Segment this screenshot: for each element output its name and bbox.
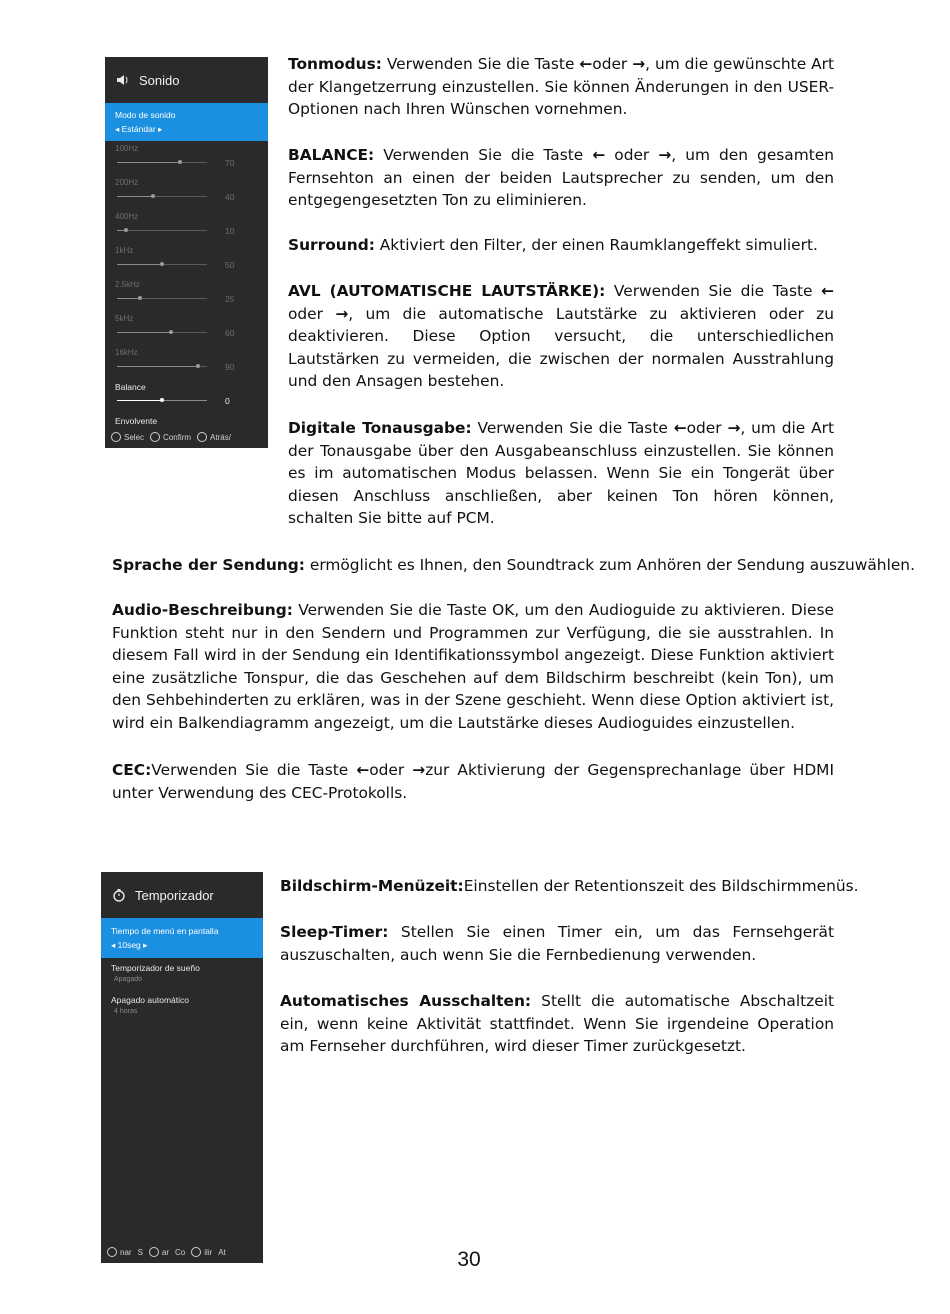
eq-band-row (105, 277, 268, 311)
balance-paragraph: BALANCE: Verwenden Sie die Taste ← oder →, um den gesamten Fernsehton an einen der beiden Lautsprecher zu senden, um den entgegengesetzten Ton zu eliminieren. (288, 146, 834, 210)
ok-icon (150, 432, 160, 442)
menu-time-paragraph: Bildschirm-Menüzeit:Einstellen der Retentionszeit des Bildschirmmenüs. (280, 877, 859, 895)
dpad-icon (111, 432, 121, 442)
eq-band-knob (196, 364, 200, 368)
eq-band-fill (117, 162, 180, 163)
audio-description-heading: Audio-Beschreibung: (112, 601, 293, 619)
menu-time-heading: Bildschirm-Menüzeit: (280, 877, 464, 895)
eq-band-row (105, 345, 268, 379)
eq-band-row (105, 175, 268, 209)
sleep-timer-item (101, 958, 263, 990)
arrow-right-icon: → (412, 761, 426, 779)
arrow-left-icon: ← (821, 282, 835, 300)
eq-band-label: 400Hz (115, 212, 139, 221)
eq-band-value: 60 (225, 328, 235, 338)
stopwatch-icon (111, 887, 127, 903)
eq-band-knob (151, 194, 155, 198)
auto-off-paragraph: Automatisches Ausschalten: Stellt die automatische Abschaltzeit ein, wenn keine Aktivität stattfindet. Wenn Sie irgendeine Operation am Fernseher durchführen, wird dieser Timer zurückgesetzt. (280, 992, 835, 1056)
sound-mode-value: ◂ Estándar ▸ (115, 124, 163, 134)
page-number: 30 (457, 1248, 481, 1271)
eq-band-row (105, 209, 268, 243)
eq-band-value: 50 (225, 260, 235, 270)
eq-band-slider (117, 366, 207, 367)
eq-band-fill (117, 332, 171, 333)
timer-menu-header (101, 872, 263, 918)
balance-row (105, 379, 268, 413)
timer-menu-screenshot (101, 872, 263, 1263)
auto-off-item (101, 990, 263, 1022)
eq-band-slider (117, 196, 207, 197)
balance-heading: BALANCE: (288, 146, 375, 164)
sprache-heading: Sprache der Sendung: (112, 556, 305, 574)
menu-time-value: ◂ 10seg ▸ (111, 940, 148, 950)
select-hint: nar (107, 1247, 132, 1257)
eq-band-value: 90 (225, 362, 235, 372)
digital-output-paragraph: Digitale Tonausgabe: Verwenden Sie die Taste ←oder →, um die Art der Tonausgabe über den Ausgabeanschluss einzustellen. Sie können es im automatischen Modus belassen. Wenn Sie ein Tongerät über diesen Anschluss anschließen, aber keinen Ton hören können, schalten Sie bitte auf PCM. (288, 419, 834, 528)
back-hint: ilir (191, 1247, 212, 1257)
arrow-left-icon: ← (673, 419, 687, 437)
eq-band-slider (117, 162, 207, 163)
eq-band-knob (169, 330, 173, 334)
arrow-right-icon: → (658, 146, 672, 164)
menu-time-item (101, 918, 263, 958)
auto-off-label: Apagado automático (111, 995, 189, 1005)
sleep-timer-heading: Sleep-Timer: (280, 923, 389, 941)
eq-band-knob (138, 296, 142, 300)
footer-fragment: S (137, 1247, 143, 1257)
balance-label: Balance (115, 382, 146, 392)
arrow-right-icon: → (632, 55, 646, 73)
select-hint: Selec (111, 432, 144, 442)
eq-band-label: 1kHz (115, 246, 134, 255)
eq-band-label: 16kHz (115, 348, 138, 357)
eq-band-value: 10 (225, 226, 235, 236)
avl-heading: AVL (AUTOMATISCHE LAUTSTÄRKE): (288, 282, 606, 300)
arrow-right-icon: → (335, 304, 349, 323)
surround-paragraph: Surround: Aktiviert den Filter, der einen Raumklangeffekt simuliert. (288, 236, 818, 254)
equalizer-list (105, 141, 268, 379)
menu-time-label: Tiempo de menú en pantalla (111, 926, 219, 936)
footer-fragment: Co (175, 1247, 186, 1257)
eq-band-label: 100Hz (115, 144, 139, 153)
sleep-timer-value: Apagado (114, 976, 143, 983)
eq-band-fill (117, 366, 198, 367)
sound-mode-item (105, 103, 268, 141)
tonmodus-paragraph: Tonmodus: Verwenden Sie die Taste ←oder →, um die gewünschte Art der Klangetzerrung einzustellen. Sie können Änderungen in den USER-Optionen nach Ihren Wünschen vornehmen. (288, 55, 835, 119)
eq-band-row (105, 141, 268, 175)
eq-band-value: 40 (225, 192, 235, 202)
confirm-hint: ar (149, 1247, 169, 1257)
sleep-timer-label: Temporizador de sueño (111, 963, 200, 973)
eq-band-slider (117, 264, 207, 265)
eq-band-slider (117, 230, 207, 231)
eq-band-label: 2.5kHz (115, 280, 140, 289)
eq-band-fill (117, 298, 140, 299)
arrow-right-icon: → (727, 419, 741, 437)
eq-band-fill (117, 264, 162, 265)
auto-off-heading: Automatisches Ausschalten: (280, 992, 532, 1010)
sound-menu-footer (105, 426, 268, 448)
arrow-left-icon: ← (356, 761, 370, 779)
surround-label: Envolvente (115, 416, 158, 426)
eq-band-value: 25 (225, 294, 235, 304)
eq-band-label: 200Hz (115, 178, 139, 187)
auto-off-value: 4 horas (114, 1008, 138, 1015)
arrow-left-icon: ← (579, 55, 593, 73)
balance-slider (117, 400, 207, 401)
eq-band-row (105, 311, 268, 345)
surround-heading: Surround: (288, 236, 375, 254)
eq-band-knob (124, 228, 128, 232)
balance-value: 0 (225, 396, 230, 406)
sleep-timer-paragraph: Sleep-Timer: Stellen Sie einen Timer ein, um das Fernsehgerät auszuschalten, auch wenn Sie die Fernbedienung verwenden. (280, 923, 834, 964)
footer-fragment: At (218, 1247, 226, 1257)
sound-menu-screenshot (105, 57, 268, 448)
audio-description-paragraph: Audio-Beschreibung: Verwenden Sie die Taste OK, um den Audioguide zu aktivieren. Diese Funktion steht nur in den Sendern und Programmen zur Verfügung, die sie ausstrahlen. In diesem Fall wird in der Sendung ein Identifikationssymbol angezeigt. Diese Funktion aktiviert eine zusätzliche Tonspur, die das Geschehen auf dem Bildschirm beschreibt (kein Ton), um den Sehbehinderten zu erklären, was in der Szene geschieht. Wenn diese Option aktiviert ist, wird ein Balkendiagramm angezeigt, um die Lautstärke dieses Audioguides einzustellen. (112, 601, 834, 732)
balance-knob (160, 398, 164, 402)
eq-band-slider (117, 332, 207, 333)
confirm-hint: Confirm (150, 432, 191, 442)
eq-band-knob (160, 262, 164, 266)
eq-band-slider (117, 298, 207, 299)
tonmodus-heading: Tonmodus: (288, 55, 382, 73)
sound-menu-header (105, 57, 268, 103)
arrow-left-icon: ← (592, 146, 606, 164)
timer-menu-title: Temporizador (135, 887, 214, 903)
cec-heading: CEC: (112, 761, 152, 779)
eq-band-fill (117, 196, 153, 197)
balance-fill (117, 400, 162, 401)
speaker-icon (115, 72, 131, 88)
eq-band-label: 5kHz (115, 314, 134, 323)
sound-mode-label: Modo de sonido (115, 110, 176, 120)
back-hint: Atrás/ (197, 432, 231, 442)
avl-paragraph: AVL (AUTOMATISCHE LAUTSTÄRKE): Verwenden Sie die Taste ←oder →, um die automatische Lautstärke zu aktivieren oder zu deaktivieren. Diese Option versucht, die unterschiedlichen Lautstärken zu vermeiden, die zwischen der normalen Ausstrahlung und den Ansagen bestehen. (288, 282, 835, 391)
sprache-paragraph: Sprache der Sendung: ermöglicht es Ihnen, den Soundtrack zum Anhören der Sendung auszuwählen. (112, 556, 915, 574)
cec-paragraph: CEC:Verwenden Sie die Taste ←oder →zur Aktivierung der Gegensprechanlage über HDMI unter Verwendung des CEC-Protokolls. (112, 761, 835, 802)
eq-band-knob (178, 160, 182, 164)
eq-band-value: 70 (225, 158, 235, 168)
digital-output-heading: Digitale Tonausgabe: (288, 419, 472, 437)
eq-band-row (105, 243, 268, 277)
back-icon (197, 432, 207, 442)
sound-menu-title: Sonido (139, 72, 180, 88)
